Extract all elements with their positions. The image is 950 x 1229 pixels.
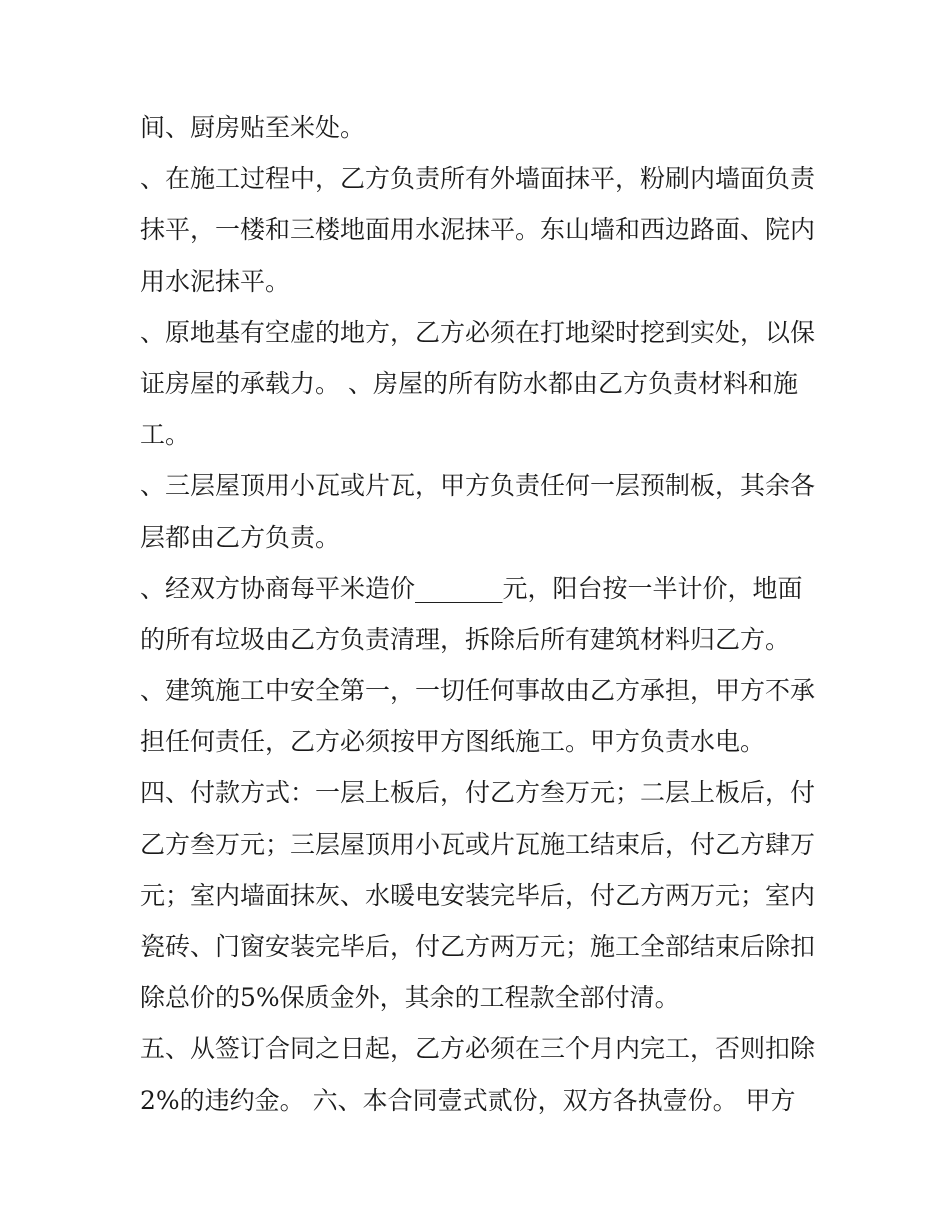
text-line: 、三层屋顶用小瓦或片瓦，甲方负责任何一层预制板，其余各 xyxy=(140,471,816,501)
text-line: 、经双方协商每平米造价_______元，阳台按一半计价，地面 xyxy=(140,573,803,603)
text-line: 、建筑施工中安全第一，一切任何事故由乙方承担，甲方不承 xyxy=(140,676,816,706)
text-line: 、在施工过程中，乙方负责所有外墙面抹平，粉刷内墙面负责 xyxy=(140,164,816,194)
text-line: 五、从签订合同之日起，乙方必须在三个月内完工，否则扣除 xyxy=(140,1034,816,1064)
text-line: 2%的违约金。 六、本合同壹式贰份，双方各执壹份。 甲方 xyxy=(140,1085,796,1115)
text-line: 证房屋的承载力。 、房屋的所有防水都由乙方负责材料和施 xyxy=(140,368,798,398)
text-line: 工。 xyxy=(140,420,191,450)
text-line: 层都由乙方负责。 xyxy=(140,522,341,552)
text-line: 元；室内墙面抹灰、水暖电安装完毕后，付乙方两万元；室内 xyxy=(140,880,816,910)
text-line: 的所有垃圾由乙方负责清理，拆除后所有建筑材料归乙方。 xyxy=(140,624,791,654)
text-line: 四、付款方式：一层上板后，付乙方叁万元；二层上板后，付 xyxy=(140,778,816,808)
text-line: 乙方叁万元；三层屋顶用小瓦或片瓦施工结束后，付乙方肆万 xyxy=(140,829,816,859)
text-line: 、原地基有空虚的地方，乙方必须在打地梁时挖到实处，以保 xyxy=(140,317,816,347)
text-line: 担任何责任，乙方必须按甲方图纸施工。甲方负责水电。 xyxy=(140,727,766,757)
text-line: 抹平，一楼和三楼地面用水泥抹平。东山墙和西边路面、院内 xyxy=(140,215,816,245)
text-line: 除总价的5%保质金外，其余的工程款全部付清。 xyxy=(140,983,680,1013)
contract-text xyxy=(140,102,820,1126)
text-line: 用水泥抹平。 xyxy=(140,266,291,296)
text-line: 间、厨房贴至米处。 xyxy=(140,113,366,142)
text-line: 瓷砖、门窗安装完毕后，付乙方两万元；施工全部结束后除扣 xyxy=(140,932,816,961)
